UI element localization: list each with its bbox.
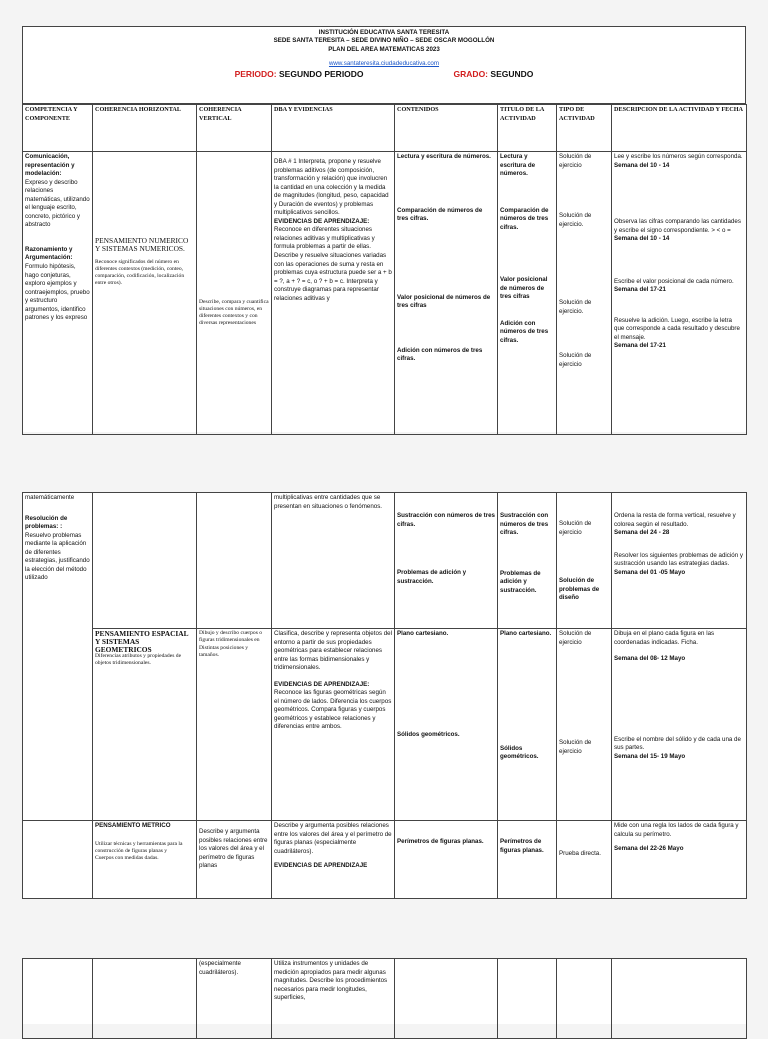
tipo-6: Solución de problemas de diseño	[559, 577, 600, 602]
fecha-1: Semana del 10 - 14	[614, 161, 670, 169]
espacial-tipo-cell	[557, 629, 612, 821]
contenidos-empty-cell-3	[395, 959, 498, 1039]
contenido-4: Adición con números de tres cifras.	[397, 346, 483, 363]
resolucion-title: Resolución de problemas: :	[25, 514, 68, 531]
contenidos-cell	[395, 152, 498, 435]
desc-6: Resolver los siguientes problemas de adición y sustracción usando las estrategias dadas.	[614, 551, 743, 568]
titulo-7: Plano cartesiano.	[500, 630, 552, 637]
contenido-3: Valor posicional de números de tres cifras	[397, 293, 491, 310]
competencia-continuation: matemáticamente	[25, 494, 75, 501]
table-row	[23, 152, 747, 435]
competencia-empty-cell	[23, 821, 93, 899]
col-header-contenidos: CONTENIDOS	[395, 105, 498, 152]
vertical-cell	[197, 152, 272, 435]
desc-5: Ordena la resta de forma vertical, resuelve y colorea según el resultado.	[614, 512, 736, 528]
pensamiento-espacial-title: PENSAMIENTO ESPACIAL Y SISTEMAS GEOMETRICOS	[95, 629, 189, 654]
desc-9: Mide con una regla los lados de cada figura y calcula su perímetro.	[614, 822, 739, 838]
evidencias-title: EVIDENCIAS DE APRENDIZAJE:	[274, 217, 370, 225]
plan-title: PLAN DEL AREA MATEMATICAS 2023	[328, 45, 440, 53]
col-header-horizontal: COHERENCIA HORIZONTAL	[93, 105, 197, 152]
contenido-9: Perímetros de figuras planas.	[397, 838, 484, 845]
pensamiento-numerico-text: Reconoce significados del número en diferentes contextos (medición, conteo, comparación, codificación, localización entre otros).	[95, 259, 185, 287]
contenido-1: Lectura y escritura de números.	[397, 153, 491, 160]
descripcion-empty-cell-3	[612, 959, 747, 1039]
table-header-row	[23, 105, 747, 152]
coherencia-vertical-text: Describe, compara y cuantifica situaciones con números, en diferentes contextos y con diversas representaciones	[199, 299, 269, 326]
fecha-6: Semana del 01 -05 Mayo	[614, 568, 686, 576]
competencia-cell	[23, 152, 93, 435]
contenido-6: Problemas de adición y sustracción.	[397, 569, 467, 585]
dba-cell	[272, 152, 395, 435]
tipo-empty-cell-3	[557, 959, 612, 1039]
tipo-1: Solución de ejercicio	[559, 153, 592, 169]
espacial-evidencias-text: Reconoce las figuras geométricas según el número de lados. Diferencia los cuerpos geométricos. Compara figuras y cuerpos geométricos y establece relaciones y diferencias entre ambos.	[274, 689, 392, 731]
titulo-empty-cell-3	[498, 959, 557, 1039]
titulo-3: Valor posicional de números de tres cifras	[500, 276, 548, 301]
periodo-value: SEGUNDO PERIODO	[279, 69, 364, 80]
desc-8: Escribe el nombre del sólido y de cada una de sus partes.	[614, 735, 741, 752]
razonamiento-text: Formulo hipótesis, hago conjeturas, exploro ejemplos y contraejemplos, pruebo y estructuro argumentos, identifico patrones y los expreso	[25, 263, 90, 322]
periodo-label: PERIODO:	[234, 69, 277, 80]
grado-label: GRADO:	[453, 69, 489, 80]
competencia-cell-2	[23, 493, 93, 821]
titulo-9: Perímetros de figuras planas.	[500, 838, 544, 854]
document-page-2	[22, 492, 746, 898]
desc-1: Lee y escribe los números según corresponda.	[614, 153, 743, 160]
pensamiento-metrico-text-2: Cuerpos con medidas dadas.	[95, 854, 159, 861]
desc-3: Escribe el valor posicional de cada número.	[614, 277, 734, 285]
contenido-5: Sustracción con números de tres cifras.	[397, 512, 495, 528]
tipo-9: Prueba directa.	[559, 850, 601, 857]
metrico-contenidos-cell	[395, 821, 498, 899]
comunicacion-text: Expreso y describo relaciones matemáticas, utilizando el lenguaje escrito, concreto, pictórico y abstracto	[25, 178, 90, 229]
col-header-competencia: COMPETENCIA Y COMPONENTE	[23, 105, 93, 152]
comunicacion-title: Comunicación, representación y modelación:	[25, 153, 75, 178]
pensamiento-metrico-title: PENSAMIENTO METRICO	[95, 822, 171, 829]
contenido-8: Sólidos geométricos.	[397, 730, 460, 738]
table-row	[23, 959, 747, 1039]
espacial-titulo-cell	[498, 629, 557, 821]
pensamiento-metrico-text-1: Utilizar técnicas y herramientas para la construcción de figuras planas y	[95, 840, 183, 854]
tipo-8: Solución de ejercicio	[559, 739, 592, 755]
contenidos-cell-2	[395, 493, 498, 629]
contenido-7: Plano cartesiano.	[397, 630, 449, 637]
espacial-evidencias-title: EVIDENCIAS DE APRENDIZAJE:	[274, 680, 370, 688]
titulo-1: Lectura y escritura de números.	[500, 153, 536, 178]
col-header-dba: DBA Y EVIDENCIAS	[272, 105, 395, 152]
vertical-empty-cell	[197, 493, 272, 629]
tipo-cell	[557, 152, 612, 435]
school-sedes: SEDE SANTA TERESITA – SEDE DIVINO NIÑO – SEDE OSCAR MOGOLLÓN	[273, 37, 495, 45]
fecha-9: Semana del 22-26 Mayo	[614, 845, 684, 853]
metrico-evidencias-title: EVIDENCIAS DE APRENDIZAJE	[274, 862, 368, 870]
metrico-dba-cell	[272, 821, 395, 899]
metrico-vertical-cell	[197, 821, 272, 899]
descripcion-cell	[612, 152, 747, 435]
dba-cell-3	[272, 959, 395, 1039]
desc-7: Dibuja en el plano cada figura en las coordenadas indicadas. Ficha.	[614, 630, 715, 646]
fecha-2: Semana del 10 - 14	[614, 235, 670, 243]
competencia-empty-cell-3	[23, 959, 93, 1039]
espacial-dba-cell	[272, 629, 395, 821]
razonamiento-title: Razonamiento y Argumentación:	[25, 245, 73, 262]
pensamiento-espacial-text: Diferencias atributos y propiedades de objetos tridimensionales.	[95, 653, 182, 667]
grado-value: SEGUNDO	[490, 69, 534, 80]
desc-2: Observa las cifras comparando las cantidades y escribe el signo correspondiente. > < o =	[614, 218, 741, 234]
school-name: INSTITUCIÓN EDUCATIVA SANTA TERESITA	[318, 29, 450, 36]
fecha-3: Semana del 17-21	[614, 286, 666, 294]
fecha-5: Semana del 24 - 28	[614, 529, 670, 537]
tipo-7: Solución de ejercicio	[559, 630, 592, 646]
document-page-3	[22, 958, 746, 1024]
espacial-contenidos-cell	[395, 629, 498, 821]
table-row	[23, 493, 747, 629]
titulo-4: Adición con números de tres cifras.	[500, 319, 549, 345]
fecha-7: Semana del 08- 12 Mayo	[614, 655, 686, 663]
tipo-4: Solución de ejercicio	[559, 352, 592, 368]
document-page-1	[22, 26, 746, 432]
espacial-vertical-text: Dibujo y describo cuerpos o figuras tridimensionales en Distintas posiciones y tamaños.	[199, 630, 263, 658]
plan-table-page-2	[22, 492, 747, 899]
metrico-titulo-cell	[498, 821, 557, 899]
tipo-cell-2	[557, 493, 612, 629]
titulo-2: Comparación de números de tres cifras.	[500, 206, 549, 231]
evidencias-text: Reconoce en diferentes situaciones relaciones aditivas y multiplicativas y formula problemas a partir de ellas. Describe y resuelve situaciones variadas con las operaciones de suma y resta en problemas cuya estructura puede ser a + b = ?, a + ? = c, o ? + b = c. Interpreta y construye diagramas para representar relaciones aditivas y	[274, 226, 392, 302]
fecha-4: Semana del 17-21	[614, 342, 666, 350]
fecha-8: Semana del 15- 19 Mayo	[614, 752, 686, 760]
espacial-descripcion-cell	[612, 629, 747, 821]
contenido-2: Comparación de números de tres cifras.	[397, 206, 483, 223]
col-header-tipo: TIPO DE ACTIVIDAD	[557, 105, 612, 152]
desc-4: Resuelve la adición. Luego, escribe la letra que corresponde a cada resultado y descubre el mensaje.	[614, 316, 740, 341]
metrico-vertical-text: Describe y argumenta posibles relaciones entre los valores del área y el perímetro de figuras planas	[199, 828, 268, 870]
metrico-horizontal-cell	[93, 821, 197, 899]
tipo-3: Solución de ejercicio.	[559, 299, 592, 315]
vertical-cell-3	[197, 959, 272, 1039]
tipo-2: Solución de ejercicio.	[559, 212, 592, 228]
dba-continuation: multiplicativas entre cantidades que se presentan en situaciones o fenómenos.	[274, 494, 383, 510]
espacial-vertical-cell	[197, 629, 272, 821]
col-header-vertical: COHERENCIA VERTICAL	[197, 105, 272, 152]
table-row	[23, 821, 747, 899]
titulo-6: Problemas de adición y sustracción.	[500, 569, 541, 594]
website-link[interactable]: www.santateresita.ciudadeducativa.com	[328, 60, 440, 68]
tipo-5: Solución de ejercicio	[559, 520, 592, 536]
descripcion-cell-2	[612, 493, 747, 629]
plan-table-page-1	[22, 104, 747, 435]
dba-continuation-3: Utiliza instrumentos y unidades de medición apropiados para medir algunas magnitudes. Describe los procedimientos necesarios para medir longitudes, superficies,	[274, 960, 388, 1002]
titulo-cell	[498, 152, 557, 435]
pensamiento-numerico-title: PENSAMIENTO NUMERICO Y SISTEMAS NUMERICOS.	[95, 236, 189, 254]
titulo-cell-2	[498, 493, 557, 629]
vertical-continuation: (especialmente cuadriláteros).	[199, 960, 241, 976]
horizontal-empty-cell-3	[93, 959, 197, 1039]
espacial-horizontal-cell	[93, 629, 197, 821]
titulo-8: Sólidos geométricos.	[500, 744, 539, 761]
col-header-titulo: TITULO DE LA ACTIVIDAD	[498, 105, 557, 152]
horizontal-empty-cell	[93, 493, 197, 629]
metrico-descripcion-cell	[612, 821, 747, 899]
dba-continuation-cell	[272, 493, 395, 629]
resolucion-text: Resuelvo problemas mediante la aplicación de diferentes estrategias, justificando la elección del método utilizado	[25, 531, 90, 582]
col-header-descripcion: DESCRIPCION DE LA ACTIVIDAD Y FECHA	[612, 105, 747, 152]
document-header	[22, 26, 746, 104]
table-row	[23, 629, 747, 821]
espacial-dba-text: Clasifica, describe y representa objetos del entorno a partir de sus propiedades geométricas para establecer relaciones entre las formas bidimensionales y tridimensionales.	[274, 630, 392, 672]
metrico-tipo-cell	[557, 821, 612, 899]
horizontal-cell	[93, 152, 197, 435]
metrico-dba-text: Describe y argumenta posibles relaciones entre los valores del área y el perímetro de figuras planas (especialmente cuadriláteros).	[274, 822, 392, 855]
plan-table-page-3	[22, 958, 747, 1039]
dba-intro: DBA # 1 Interpreta, propone y resuelve problemas aditivos (de composición, transformación y relación) que involucren la cantidad en una colección y la medida de magnitudes (longitud, peso, capacidad y Duración de eventos) y problemas multiplicativos sencillos.	[274, 158, 389, 217]
titulo-5: Sustracción con números de tres cifras.	[500, 512, 549, 537]
